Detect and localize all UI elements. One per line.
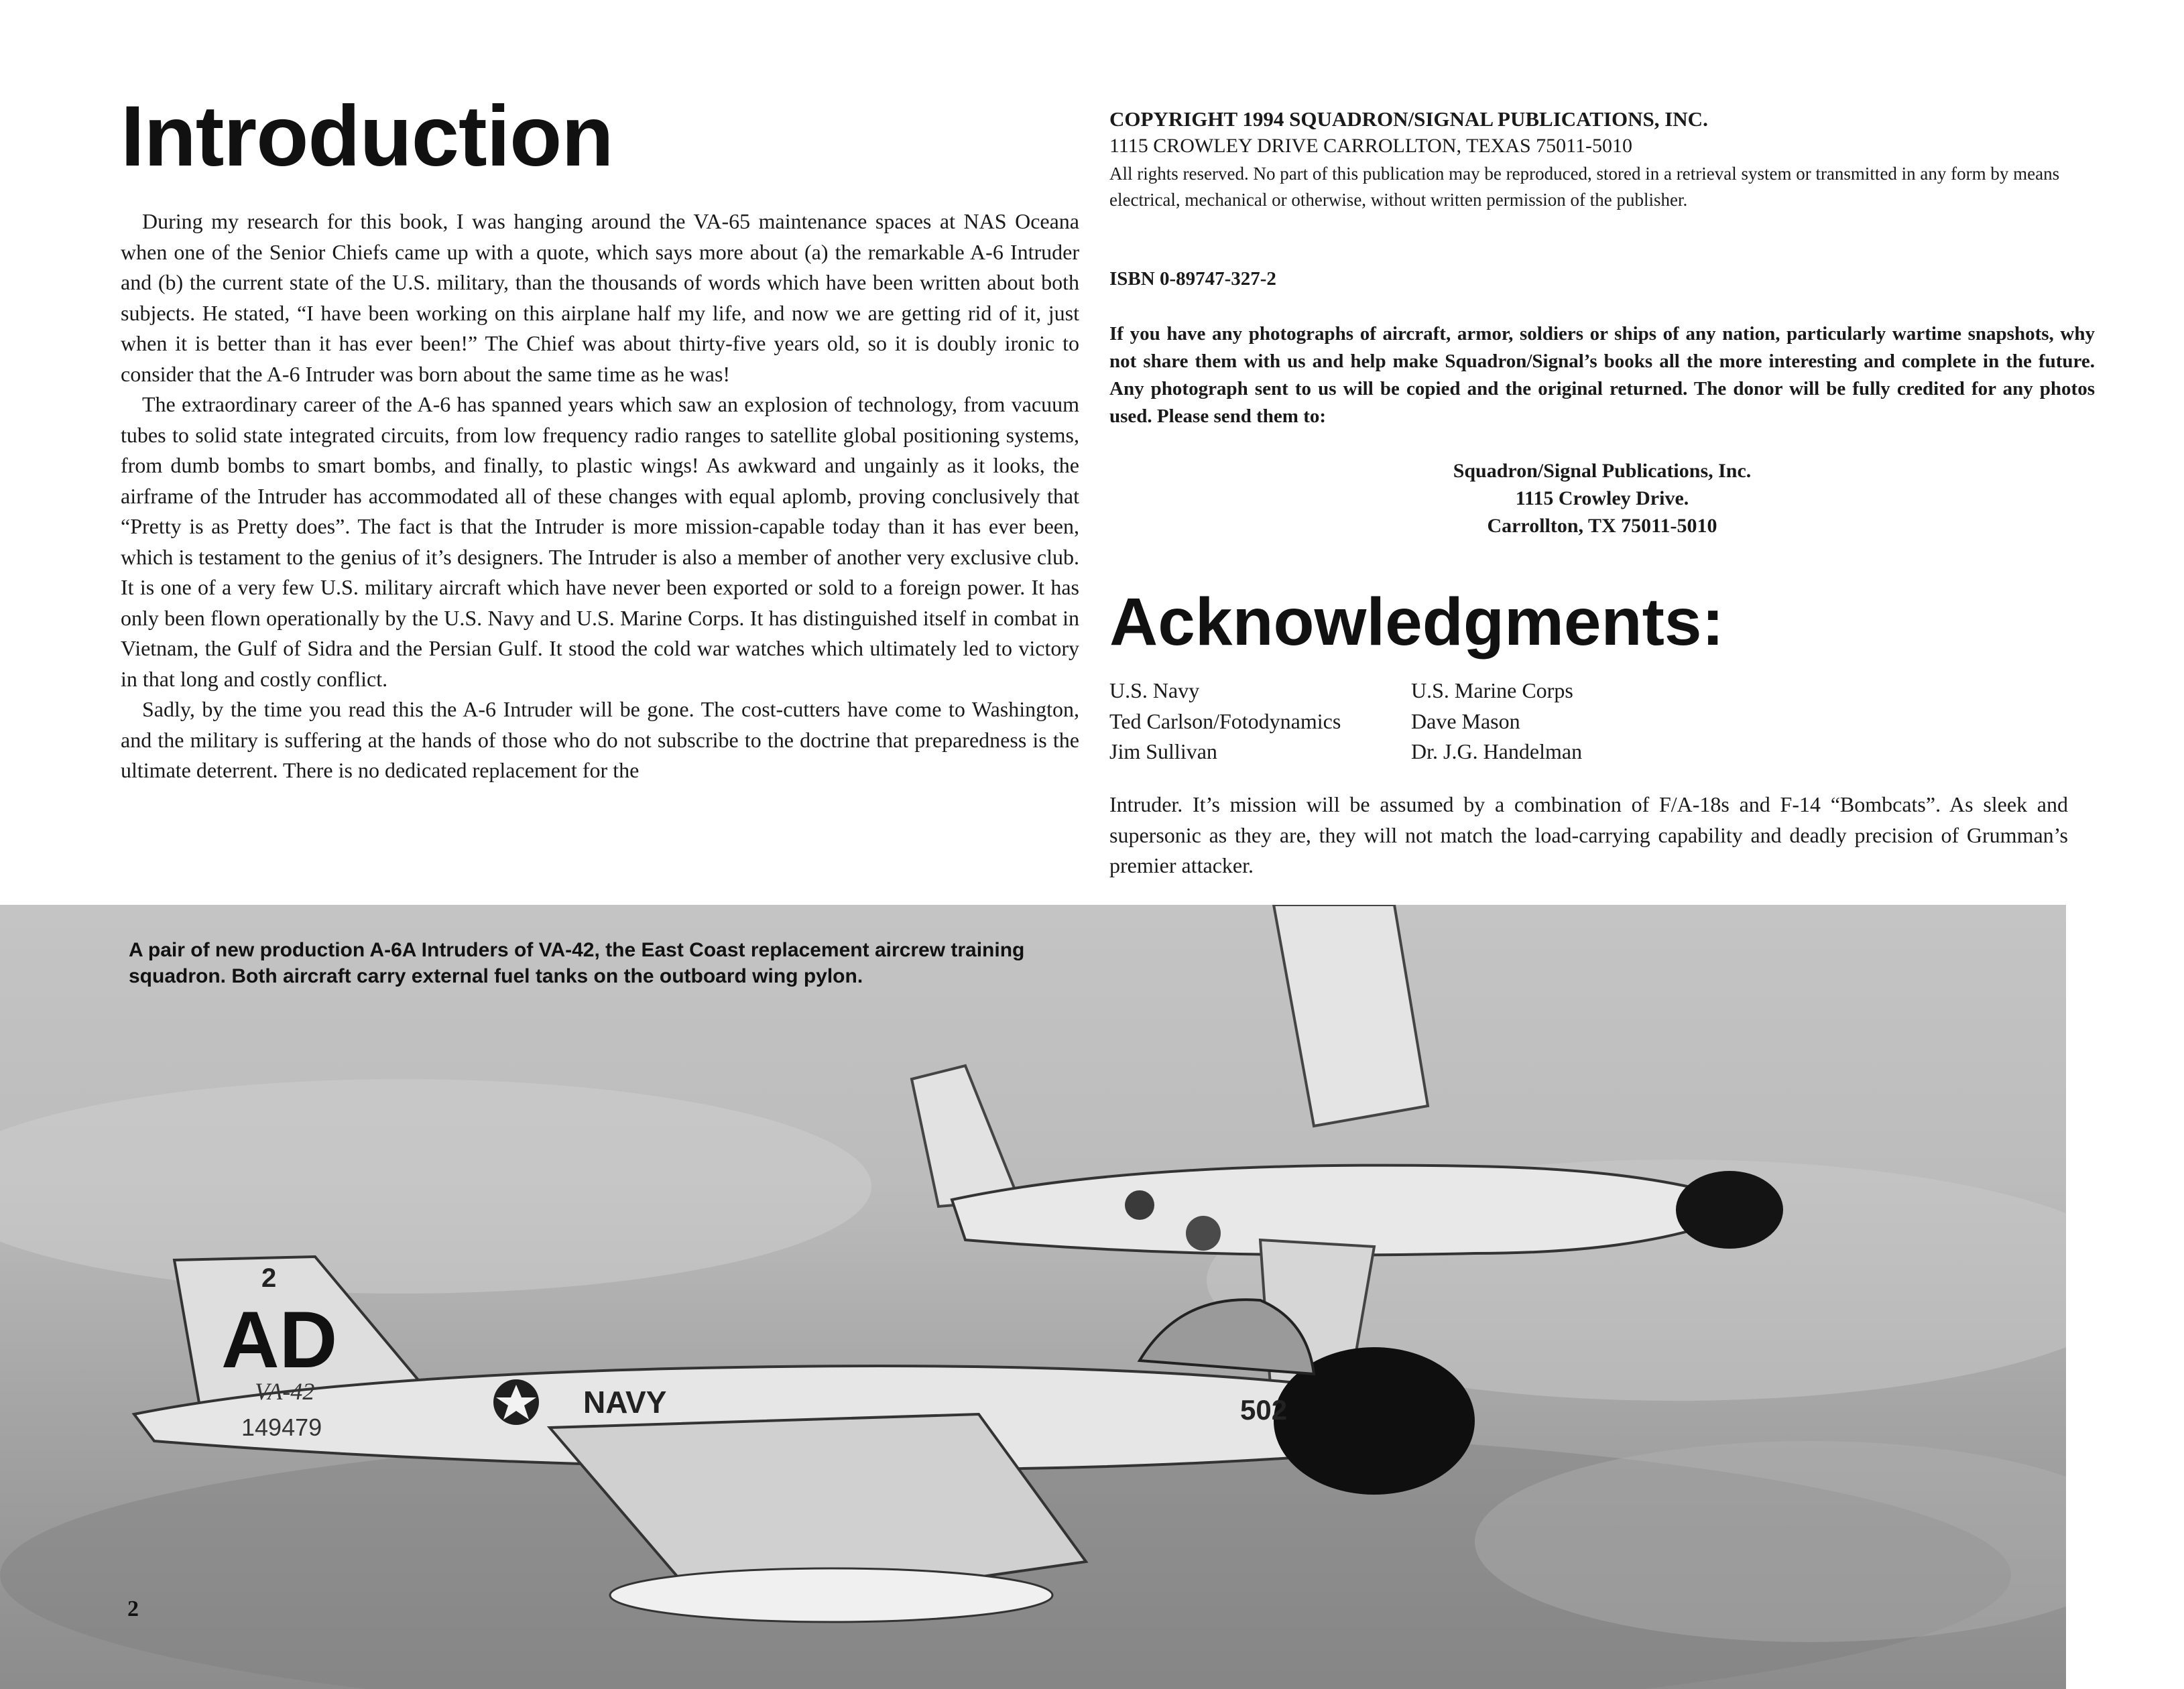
intro-paragraph: The extraordinary career of the A-6 has spanned years which saw an explosion of technology, from vacuum tubes to solid state integrated circuits, from low frequency radio ranges to satellite global positioning systems, from dumb bombs to smart bombs, and finally, to plastic wings! As awkward and ungainly as it looks, the airframe of the Intruder has accommodated all of these changes with equal aplomb, proving conclusively that “Pretty is as Pretty does”. The fact is that the Intruder is more mission-capable today than it has ever been, which is testament to the genius of it’s designers. The Intruder is also a member of another very exclusive club. It is one of a very few U.S. military aircraft which have never been exported or sold to a foreign power. It has only been flown operationally by the U.S. Navy and U.S. Marine Corps. It has distinguished itself in combat in Vietnam, the Gulf of Sidra and the Persian Gulf. It stood the cold war watches which ultimately led to victory in that long and costly conflict. bbox=[121, 392, 1079, 691]
mailing-address bbox=[1109, 457, 2095, 540]
ack-item: U.S. Navy bbox=[1109, 678, 1200, 702]
tail-code: AD bbox=[221, 1295, 338, 1385]
photo-appeal: If you have any photographs of aircraft, armor, soldiers or ships of any nation, particularly wartime snapshots, why not share them with us and help make Squadron/Signal’s books all the more interesting and complete in the future. Any photograph sent to us will be copied and the original returned. The donor will be fully credited for any photos used. Please send them to: bbox=[1109, 323, 2095, 427]
address-name: Squadron/Signal Publications, Inc. bbox=[1453, 460, 1752, 482]
fuselage-navy: NAVY bbox=[583, 1385, 667, 1420]
intro-paragraph: During my research for this book, I was hanging around the VA-65 maintenance spaces at NAS Oceana when one of the Senior Chiefs came up with a quote, which says more about (a) the remarkable A-6 Intruder and (b) the current state of the U.S. military, than the thousands of words which have been written about both subjects. He stated, “I have been working on this airplane half my life, and now we are getting rid of it, just when it is better than it has ever been!” The Chief was about thirty-five years old, so it is doubly ironic to consider that the A-6 Intruder was born about the same time as he was! bbox=[121, 209, 1079, 386]
rights-notice: All rights reserved. No part of this publication may be reproduced, stored in a retrieval system or transmitted in any form by means electrical, mechanical or otherwise, without written permission of the publisher. bbox=[1109, 164, 2060, 210]
intro-paragraph: Sadly, by the time you read this the A-6 Intruder will be gone. The cost-cutters have come to Washington, and the military is suffering at the hands of those who do not subscribe to the doctrine that preparedness is the ultimate deterrent. There is no dedicated replacement for the bbox=[121, 697, 1079, 782]
address-street: 1115 Crowley Drive. bbox=[1515, 487, 1689, 509]
publisher-address-line: 1115 CROWLEY DRIVE CARROLLTON, TEXAS 75011-5010 bbox=[1109, 135, 1632, 157]
ack-item: Dr. J.G. Handelman bbox=[1411, 739, 1583, 763]
nose-number: 502 bbox=[1240, 1394, 1288, 1426]
aircraft-illustration bbox=[0, 905, 2066, 1689]
address-city: Carrollton, TX 75011-5010 bbox=[1487, 515, 1717, 537]
ack-item: Ted Carlson/Fotodynamics bbox=[1109, 708, 1341, 733]
tail-serial: 149479 bbox=[241, 1414, 322, 1441]
acknowledgments-list bbox=[1109, 676, 1713, 767]
copyright-block bbox=[1109, 106, 2102, 213]
aircraft-photo bbox=[0, 905, 2066, 1689]
copyright-line: COPYRIGHT 1994 SQUADRON/SIGNAL PUBLICATIONS, INC. bbox=[1109, 107, 1708, 131]
ack-item: Jim Sullivan bbox=[1109, 739, 1217, 763]
page-number: 2 bbox=[127, 1597, 139, 1621]
acknowledgments-heading: Acknowledgments: bbox=[1109, 584, 1724, 660]
introduction-continuation: Intruder. It’s mission will be assumed by a combination of F/A-18s and F-14 “Bombcats”. As sleek and supersonic as they are, they will not match the load-carrying capability and deadly precision of Grumman’s premier attacker. bbox=[1109, 792, 2068, 877]
ack-item: U.S. Marine Corps bbox=[1411, 678, 1573, 702]
tail-modex: 2 bbox=[261, 1263, 277, 1293]
tail-squadron: VA-42 bbox=[255, 1378, 315, 1405]
ack-item: Dave Mason bbox=[1411, 708, 1520, 733]
isbn: ISBN 0-89747-327-2 bbox=[1109, 268, 1276, 290]
introduction-body bbox=[121, 206, 1079, 786]
introduction-heading: Introduction bbox=[121, 88, 613, 184]
photo-caption: A pair of new production A-6A Intruders of VA-42, the East Coast replacement aircrew training squadron. Both aircraft carry external fuel tanks on the outboard wing pylon. bbox=[129, 939, 1025, 987]
